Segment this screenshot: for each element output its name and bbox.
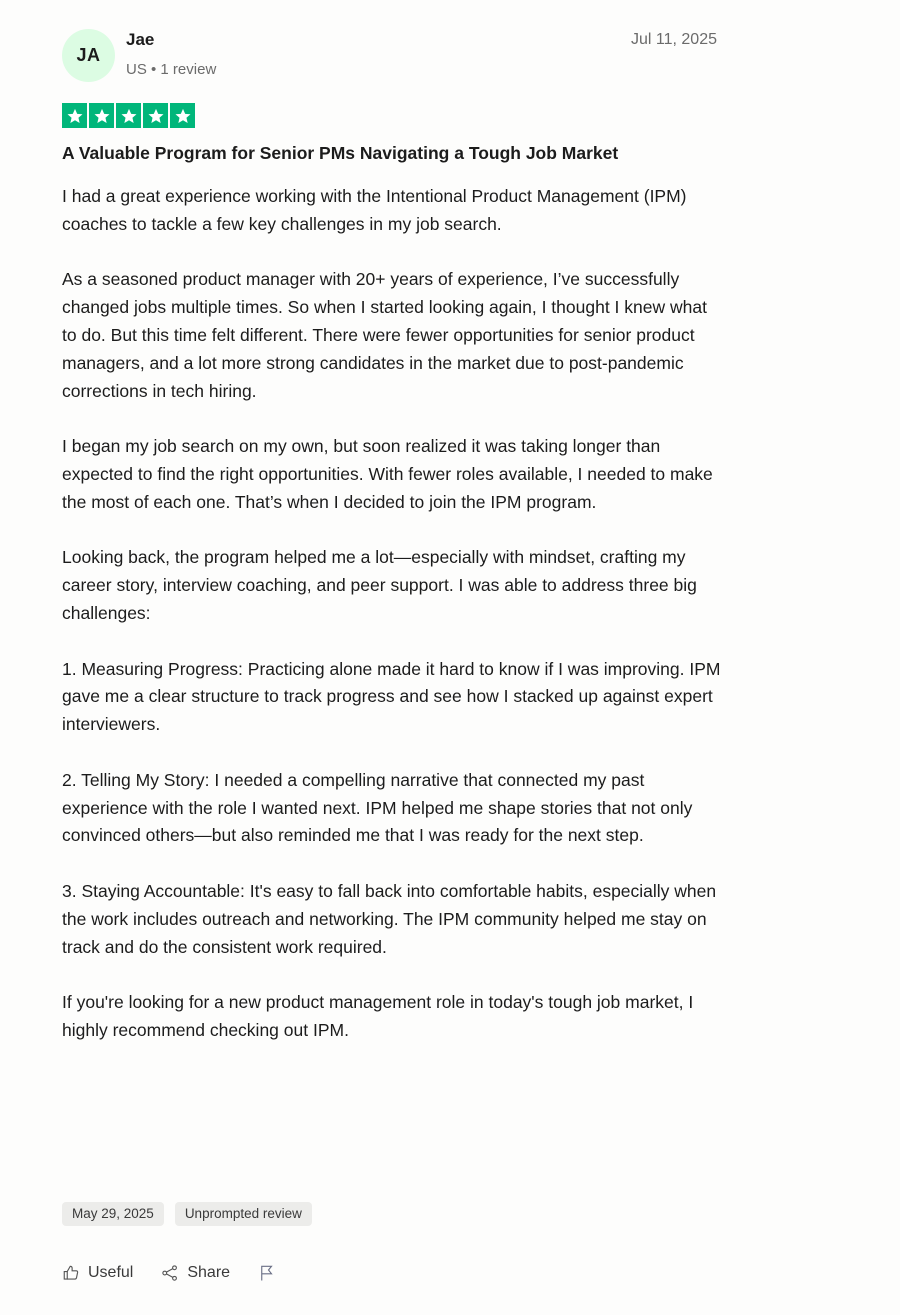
review-title[interactable]: A Valuable Program for Senior PMs Navigating a Tough Job Market — [62, 143, 619, 163]
review-header — [62, 0, 717, 100]
star-rating — [62, 103, 195, 128]
star-icon — [116, 103, 141, 128]
star-icon — [143, 103, 168, 128]
star-icon — [170, 103, 195, 128]
useful-label: Useful — [88, 1264, 134, 1281]
avatar[interactable]: JA — [62, 29, 115, 82]
review-card — [62, 0, 721, 1281]
review-paragraph: 1. Measuring Progress: Practicing alone made it hard to know if I was improving. IPM gave me a clear structure to track progress and see how I stacked up against expert interviewers. — [62, 658, 721, 735]
report-button[interactable] — [258, 1264, 276, 1282]
review-paragraph: Looking back, the program helped me a lot—especially with mindset, crafting my career story, interview coaching, and peer support. I was able to address three big challenges: — [62, 547, 697, 623]
review-paragraph: If you're looking for a new product management role in today's tough job market, I highly recommend checking out IPM. — [62, 992, 694, 1040]
unprompted-review-tag[interactable]: Unprompted review — [175, 1202, 312, 1226]
review-date: Jul 11, 2025 — [631, 31, 717, 48]
reviewer-meta: US • 1 review — [126, 61, 217, 78]
review-paragraph: As a seasoned product manager with 20+ years of experience, I’ve successfully changed jobs multiple times. So when I started looking again, I thought I knew what to do. But this time felt different. There were fewer opportunities for senior product managers, and a lot more strong candidates in the market due to post-pandemic corrections in tech hiring. — [62, 269, 707, 401]
star-icon — [89, 103, 114, 128]
review-actions — [62, 1264, 304, 1282]
review-body — [62, 183, 722, 1073]
flag-icon — [258, 1264, 276, 1282]
share-label: Share — [187, 1264, 231, 1281]
review-tags — [62, 1202, 312, 1226]
experience-date-tag: May 29, 2025 — [62, 1202, 164, 1226]
review-paragraph: I had a great experience working with the Intentional Product Management (IPM) coaches to tackle a few key challenges in my job search. — [62, 186, 687, 234]
thumbs-up-icon — [62, 1264, 80, 1282]
share-button[interactable] — [161, 1264, 230, 1282]
review-paragraph: I began my job search on my own, but soon realized it was taking longer than expected to find the right opportunities. With fewer roles available, I needed to make the most of each one. That’s when I decided to join the IPM program. — [62, 436, 713, 512]
review-paragraph: 2. Telling My Story: I needed a compelling narrative that connected my past experience with the role I wanted next. IPM helped me shape stories that not only convinced others—but also reminded me that I was ready for the next step. — [62, 769, 693, 846]
star-icon — [62, 103, 87, 128]
useful-button[interactable] — [62, 1264, 133, 1282]
reviewer-name[interactable]: Jae — [126, 30, 155, 49]
share-icon — [161, 1264, 179, 1282]
review-paragraph: 3. Staying Accountable: It's easy to fall back into comfortable habits, especially when the work includes outreach and networking. The IPM community helped me stay on track and do the consistent work required. — [62, 880, 717, 957]
